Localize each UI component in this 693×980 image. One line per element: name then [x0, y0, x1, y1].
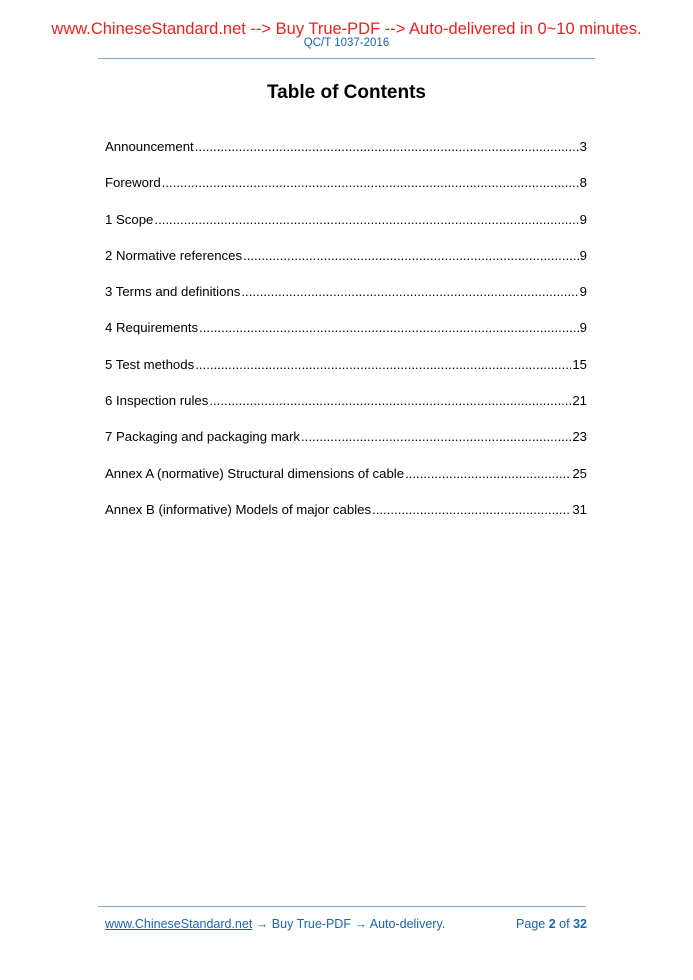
toc-dot-leader	[209, 392, 571, 409]
page-label: Page	[516, 917, 546, 931]
toc-entry-label: Foreword	[105, 175, 161, 191]
toc-entry-page: 9	[579, 284, 587, 300]
toc-entry-page: 25	[572, 465, 587, 481]
toc-entry-test-methods[interactable]	[105, 356, 587, 392]
footer-buy-text: Buy True-PDF	[271, 917, 351, 931]
toc-entry-page: 23	[572, 429, 587, 445]
toc-dot-leader	[154, 211, 578, 228]
toc-entry-page: 9	[579, 320, 587, 336]
toc-entry-annex-a[interactable]	[105, 465, 587, 501]
toc-dot-leader	[301, 428, 571, 445]
page-current: 2	[548, 917, 556, 931]
toc-dot-leader	[372, 501, 571, 518]
toc-entry-label: 3 Terms and definitions	[105, 284, 241, 300]
toc-dot-leader	[162, 174, 579, 191]
toc-dot-leader	[243, 247, 579, 264]
toc-entry-announcement[interactable]	[105, 138, 587, 174]
toc-entry-label: 5 Test methods	[105, 356, 195, 372]
toc-entry-label: Annex B (informative) Models of major cables	[105, 501, 372, 517]
toc-dot-leader	[195, 138, 579, 155]
page-of-label: of	[559, 917, 570, 931]
toc-entry-label: 6 Inspection rules	[105, 393, 209, 409]
toc-entry-label: 4 Requirements	[105, 320, 199, 336]
table-of-contents	[105, 138, 587, 537]
page-number	[516, 916, 587, 932]
toc-entry-inspection-rules[interactable]	[105, 392, 587, 428]
toc-entry-label: Announcement	[105, 139, 194, 154]
promo-banner[interactable]: www.ChineseStandard.net --> Buy True-PDF --> Auto-delivered in 0~10 minutes.	[51, 20, 642, 38]
toc-entry-packaging[interactable]	[105, 428, 587, 464]
toc-dot-leader	[195, 356, 571, 373]
toc-entry-label: 2 Normative references	[105, 247, 243, 263]
toc-entry-terms-and-definitions[interactable]	[105, 283, 587, 319]
toc-entry-page: 3	[579, 139, 587, 154]
header-divider	[98, 58, 595, 59]
toc-entry-page: 8	[579, 175, 587, 191]
toc-entry-foreword[interactable]	[105, 174, 587, 210]
footer-promo	[105, 916, 445, 932]
footer-divider	[98, 906, 586, 907]
toc-entry-page: 21	[572, 393, 587, 409]
toc-entry-label: Annex A (normative) Structural dimensions of cable	[105, 465, 405, 481]
toc-entry-page: 15	[572, 356, 587, 372]
toc-entry-scope[interactable]	[105, 211, 587, 247]
page-footer	[105, 916, 587, 932]
arrow-right-icon: →	[354, 917, 367, 931]
arrow-right-icon: →	[255, 917, 269, 931]
toc-dot-leader	[241, 283, 578, 300]
toc-entry-label: 7 Packaging and packaging mark	[105, 429, 301, 445]
footer-site-link[interactable]: www.ChineseStandard.net	[105, 917, 253, 931]
toc-entry-annex-b[interactable]	[105, 501, 587, 537]
toc-entry-normative-references[interactable]	[105, 247, 587, 283]
document-code: QC/T 1037-2016	[303, 37, 390, 49]
toc-entry-requirements[interactable]	[105, 319, 587, 355]
toc-entry-page: 9	[579, 211, 587, 227]
toc-entry-page: 31	[572, 501, 587, 517]
toc-entry-page: 9	[579, 247, 587, 263]
toc-dot-leader	[405, 465, 571, 482]
footer-delivery-text: Auto-delivery.	[369, 917, 446, 931]
toc-dot-leader	[199, 319, 579, 336]
page-total: 32	[573, 917, 587, 931]
page-title: Table of Contents	[266, 82, 427, 103]
toc-entry-label: 1 Scope	[105, 211, 154, 227]
